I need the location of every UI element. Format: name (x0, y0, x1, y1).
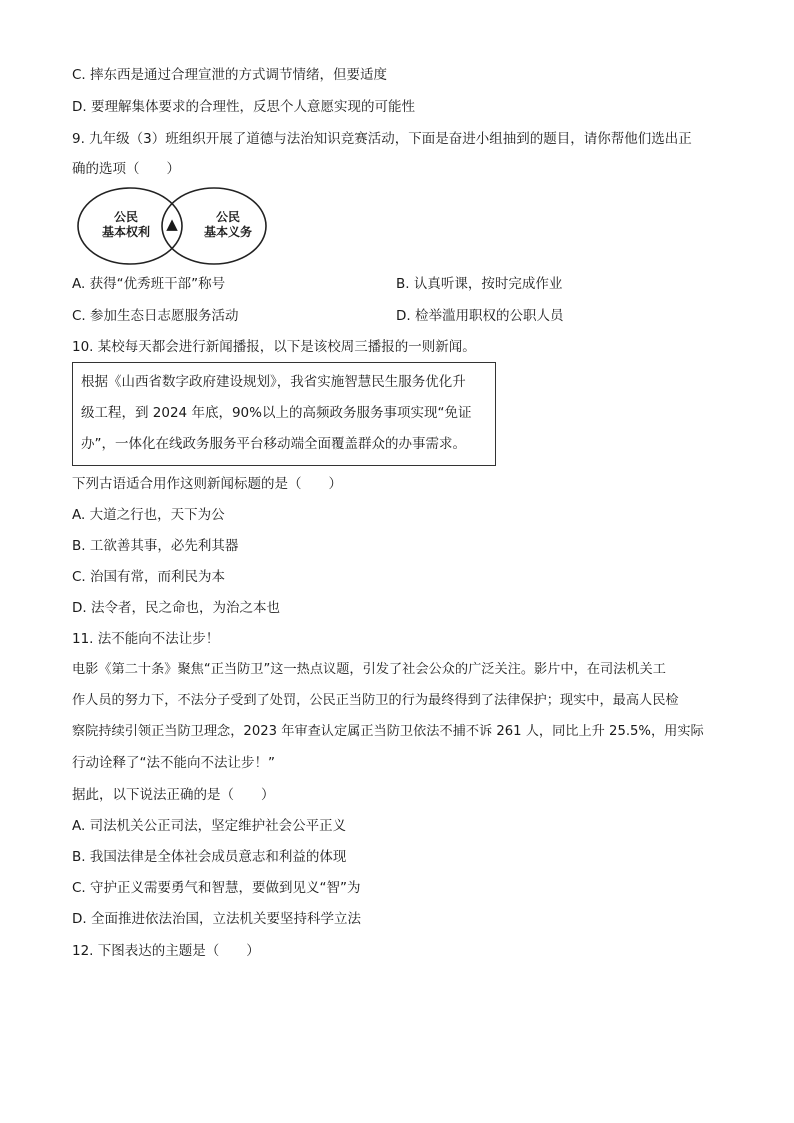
venn-right-line1: 公民 (215, 210, 240, 224)
q11-option-c: C. 守护正义需要勇气和智慧，要做到见义“智”为 (72, 880, 361, 896)
q9-option-b: B. 认真听课，按时完成作业 (396, 276, 563, 292)
news-line1: 根据《山西省数字政府建设规划》，我省实施智慧民生服务优化升 (81, 374, 466, 390)
q8-option-c: C. 摔东西是通过合理宣泄的方式调节情绪，但要适度 (72, 67, 388, 83)
q11-option-d: D. 全面推进依法治国，立法机关要坚持科学立法 (72, 911, 361, 927)
q12-stem: 12. 下图表达的主题是（ ） (72, 943, 260, 959)
q11-para-line1: 电影《第二十条》聚焦“正当防卫”这一热点议题，引发了社会公众的广泛关注。影片中，在司法机关工 (72, 662, 666, 677)
q10-question: 下列古语适合用作这则新闻标题的是（ ） (72, 476, 342, 492)
q9-option-a: A. 获得“优秀班干部”称号 (72, 276, 226, 292)
news-line3: 办”，一体化在线政务服务平台移动端全面覆盖群众的办事需求。 (81, 436, 466, 452)
venn-left-label (94, 210, 158, 240)
q10-option-a: A. 大道之行也，天下为公 (72, 507, 225, 523)
q11-para-line4: 行动诠释了“法不能向不法让步！” (72, 755, 275, 771)
q11-para-line3: 察院持续引领正当防卫理念，2023 年审查认定属正当防卫依法不捕不诉 261 人，同比上升 25.5%，用实际 (72, 724, 704, 739)
venn-right-label (194, 210, 262, 240)
q8-option-d: D. 要理解集体要求的合理性，反思个人意愿实现的可能性 (72, 99, 415, 115)
venn-right-line2: 基本义务 (203, 225, 252, 239)
q9-option-d: D. 检举滥用职权的公职人员 (396, 308, 564, 324)
venn-left-line2: 基本权利 (101, 225, 150, 239)
venn-center-triangle: ▲ (166, 215, 178, 233)
q10-option-d: D. 法令者，民之命也，为治之本也 (72, 600, 280, 616)
q11-para-line2: 作人员的努力下，不法分子受到了处罚，公民正当防卫的行为最终得到了法律保护；现实中，最高人民检 (72, 693, 679, 708)
q11-option-b: B. 我国法律是全体社会成员意志和利益的体现 (72, 849, 347, 865)
venn-diagram (76, 186, 270, 266)
q10-option-c: C. 治国有常，而利民为本 (72, 569, 226, 585)
q10-option-b: B. 工欲善其事，必先利其器 (72, 538, 239, 554)
q9-stem-line2: 确的选项（ ） (72, 161, 180, 177)
news-box (72, 362, 496, 466)
venn-left-line1: 公民 (113, 210, 138, 224)
q11-title: 11. 法不能向不法让步！ (72, 631, 220, 647)
q11-question: 据此，以下说法正确的是（ ） (72, 787, 275, 803)
q10-stem: 10. 某校每天都会进行新闻播报，以下是该校周三播报的一则新闻。 (72, 339, 476, 355)
q9-option-c: C. 参加生态日志愿服务活动 (72, 308, 239, 324)
q9-stem-line1: 9. 九年级（3）班组织开展了道德与法治知识竞赛活动，下面是奋进小组抽到的题目，请你帮他们选出正 (72, 131, 692, 147)
news-line2: 级工程，到 2024 年底，90%以上的高频政务服务事项实现“免证 (81, 405, 472, 421)
q11-option-a: A. 司法机关公正司法，坚定维护社会公平正义 (72, 818, 347, 834)
